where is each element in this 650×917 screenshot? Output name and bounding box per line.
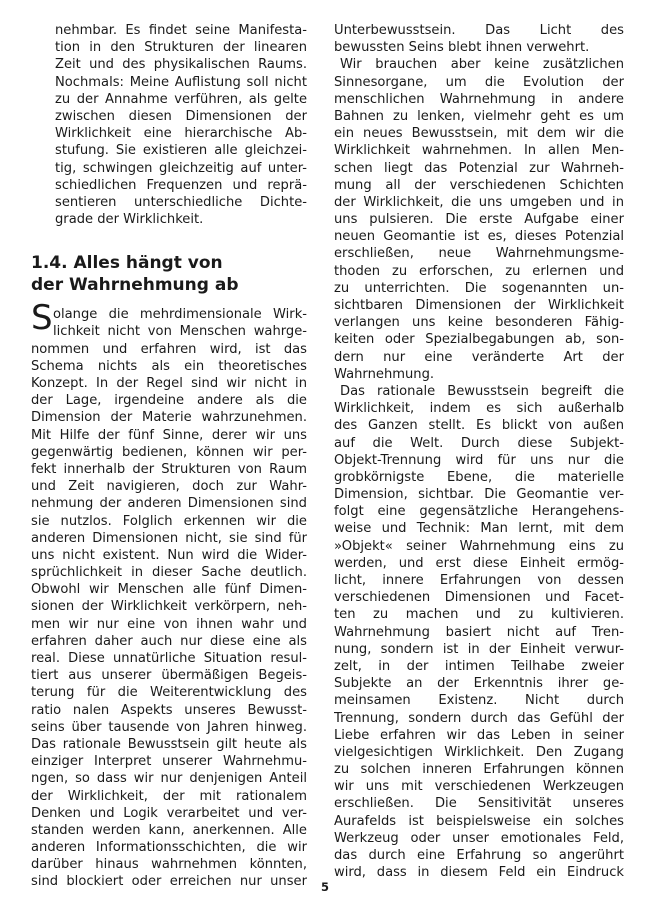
text-line: Wahrnehmung.: [334, 366, 435, 382]
text-line: tiert aus unserer übermäßigen Begeis-: [31, 668, 307, 684]
text-line: uns nicht existent. Nun wird die Wider-: [31, 547, 307, 563]
text-line: Konzept. In der Regel sind wir nicht in: [31, 376, 307, 391]
text-line: zu unterrichten. Die sogenannten un-: [334, 280, 624, 296]
text-line: erschließen, neue Wahrnehmungsme-: [334, 246, 624, 262]
text-line: Wahrnehmung basiert nicht auf Tren-: [334, 624, 624, 640]
text-line: Obwohl wir Menschen alle fünf Dimen-: [31, 582, 307, 598]
text-line: Nochmals: Meine Auflistung soll nicht: [55, 74, 307, 90]
text-line: Das rationale Bewusstsein begreift die: [340, 383, 624, 399]
text-line: Dimension, sichtbar. Die Geomantie ver-: [334, 487, 624, 503]
text-line: wird, dass in diesem Feld ein Eindruck: [334, 865, 624, 881]
text-line: nehmung der anderen Dimensionen sind: [31, 496, 307, 512]
text-line: seins über tausende von Jahren hinweg.: [31, 719, 307, 735]
text-line: sentieren unterschiedliche Dichte-: [55, 194, 307, 210]
text-line: grobkörnigste Ebene, die materielle: [334, 469, 624, 485]
text-line: sie nutzlos. Folglich erkennen wir die: [31, 513, 307, 529]
text-line: und Zeit navigieren, doch zur Wahr-: [31, 479, 307, 495]
text-line: menschlichen Wahrnehmung in andere: [334, 91, 624, 107]
right-column: [334, 22, 624, 881]
text-line: Bahnen zu lenken, vielmehr geht es um: [334, 108, 624, 124]
text-line: verschiedenen Dimensionen und Facet-: [334, 590, 624, 606]
text-line: Zeit und des physikalischen Raums.: [55, 57, 307, 73]
text-line: standen werden kann, anerkennen. Alle: [31, 822, 307, 838]
text-line: sichtbaren Dimensionen der Wirklichkeit: [334, 298, 624, 313]
text-line: Werkzeug oder unser emotionales Feld,: [334, 830, 624, 846]
text-line: thoden zu erforschen, zu erlernen und: [334, 263, 624, 279]
continued-paragraph: [55, 22, 307, 228]
text-line: einziger Interpret unserer Wahrnehmu-: [31, 754, 307, 770]
text-line: sprüchlichkeit in dieser Sache deutlich.: [31, 565, 307, 581]
text-line: des Ganzen stellt. Es blickt von außen: [334, 418, 624, 434]
text-line: weise und Technik: Man lernt, mit dem: [334, 521, 624, 537]
text-line: zu solchen inneren Erfahrungen können: [334, 762, 624, 778]
text-line: dern nur eine veränderte Art der: [334, 349, 624, 365]
text-line: fekt innerhalb der Strukturen von Raum: [31, 461, 307, 477]
text-line: der Lage, irgendeine andere als die: [31, 393, 307, 409]
text-line: anderen Dimensionen nicht, sie sind für: [31, 530, 307, 546]
text-line: bewussten Seins blebt ihnen verwehrt.: [334, 40, 590, 56]
text-line: terung für die Weiterentwicklung des: [31, 685, 307, 701]
text-line: Wirklichkeit wahrnehmen. In allen Men-: [334, 143, 624, 159]
text-line: zu der Annahme verführen, als gelte: [55, 91, 307, 107]
text-line: olange die mehrdimensionale Wirk-: [53, 307, 307, 323]
text-line: Objekt-Trennung wird für uns nur die: [334, 452, 624, 468]
text-line: Dimension der Materie wahrzunehmen.: [31, 410, 307, 426]
text-line: werden, und erst diese Einheit ermög-: [334, 555, 624, 571]
text-line: Aurafelds ist beispielsweise ein solches: [334, 813, 624, 829]
text-line: gegenwärtig bedienen, können wir per-: [31, 444, 307, 460]
text-line: Wir brauchen aber keine zusätzlichen: [340, 57, 624, 73]
text-line: nung, sondern ist in der Einheit verwur-: [334, 641, 624, 657]
text-line: »Objekt« seiner Wahrnehmung eins zu: [334, 538, 624, 554]
section-paragraph: [31, 298, 307, 890]
text-line: tion in den Strukturen der linearen: [55, 40, 307, 56]
text-line: Subjekte an der Erkenntnis ihrer ge-: [334, 676, 624, 692]
text-line: Wirklichkeit, indem es sich außerhalb: [334, 401, 624, 417]
text-line: stufung. Sie existieren alle gleichzei-: [55, 143, 307, 159]
text-line: das durch eine Erfahrung so angerührt: [334, 848, 624, 863]
text-line: Denken und Logik verarbeitet und ver-: [31, 805, 307, 821]
dropcap-row: [31, 298, 307, 340]
text-line: mung all der verschiedenen Schichten: [334, 177, 624, 193]
text-line: darüber hinaus wahrnehmen könnten,: [31, 857, 307, 873]
text-line: tig, schwingen gleichzeitig auf unter-: [55, 160, 307, 176]
text-line: ratio nalen Aspekts unseres Bewusst-: [31, 702, 307, 718]
text-line: meinsamen Existenz. Nicht durch: [334, 693, 624, 709]
heading-line: der Wahrnehmung ab: [31, 275, 239, 296]
text-line: Schema nichts als ein theoretisches: [31, 358, 307, 374]
text-line: Das rationale Bewusstsein gilt heute als: [31, 736, 307, 752]
left-column: [31, 22, 307, 891]
text-line: nehmbar. Es findet seine Manifesta-: [55, 23, 307, 38]
text-line: erschließen. Die Sensitivität unseres: [334, 796, 624, 812]
text-line: wir uns mit verschiedenen Werkzeugen: [334, 779, 624, 795]
text-line: Liebe erfahren wir das Leben in seiner: [334, 727, 624, 743]
page-number: 5: [320, 880, 329, 894]
text-line: Trennung, sondern durch das Gefühl der: [334, 710, 624, 726]
text-line: nommen und erfahren wird, ist das: [31, 341, 307, 357]
text-line: Wirklichkeit eine hierarchische Ab-: [55, 126, 307, 142]
text-line: vielgesichtigen Wirklichkeit. Den Zugang: [334, 744, 624, 760]
text-line: erfahren daher auch nur diese eine als: [31, 633, 307, 649]
text-line: verlangen uns keine besonderen Fähig-: [334, 315, 624, 331]
text-line: neuen Geomantie ist es, dieses Potenzial: [334, 229, 624, 245]
text-line: ten zu machen und zu kultivieren.: [334, 607, 624, 623]
drop-cap: S: [31, 298, 53, 339]
text-line: licht, innere Erfahrungen von dessen: [334, 573, 624, 588]
text-line: auf die Welt. Durch diese Subjekt-: [334, 435, 624, 451]
text-line: anderen Informationsschichten, die wir: [31, 840, 307, 856]
text-line: lichkeit nicht von Menschen wahrge-: [53, 324, 307, 340]
text-line: schen liegt das Potenzial zur Wahrneh-: [334, 160, 624, 176]
text-line: keiten oder Spezialbegabungen ab, son-: [334, 332, 624, 348]
text-line: grade der Wirklichkeit.: [55, 212, 204, 228]
text-line: Unterbewusstsein. Das Licht des: [334, 23, 624, 38]
text-line: schiedlichen Frequenzen und reprä-: [55, 177, 307, 193]
text-line: zwischen diesen Dimensionen der: [55, 108, 307, 124]
text-line: der Wirklichkeit, der mit rationalem: [31, 788, 307, 804]
text-line: real. Diese unnatürliche Situation resul-: [31, 651, 307, 666]
text-line: ein neues Bewusstsein, mit dem wir die: [334, 126, 624, 142]
heading-line: 1.4. Alles hängt von: [31, 253, 223, 274]
text-line: uns pulsieren. Die erste Aufgabe einer: [334, 212, 624, 228]
text-line: der Wirklichkeit, die uns umgeben und in: [334, 194, 624, 210]
text-line: zelt, in der intimen Teilhabe zweier: [334, 658, 624, 674]
text-line: folgt eine gegensätzliche Herangehens-: [334, 504, 624, 520]
text-line: Sinnesorgane, um die Evolution der: [334, 74, 624, 90]
text-line: sind blockiert oder erreichen nur unser: [31, 874, 307, 890]
section-heading: [31, 252, 307, 296]
text-line: men wir nur eine von ihnen wahr und: [31, 616, 307, 632]
text-line: Mit Hilfe der fünf Sinne, derer wir uns: [31, 427, 307, 443]
text-line: sionen der Wirklichkeit verkörpern, neh-: [31, 599, 307, 615]
text-line: ngen, so dass wir nur denjenigen Anteil: [31, 771, 307, 787]
